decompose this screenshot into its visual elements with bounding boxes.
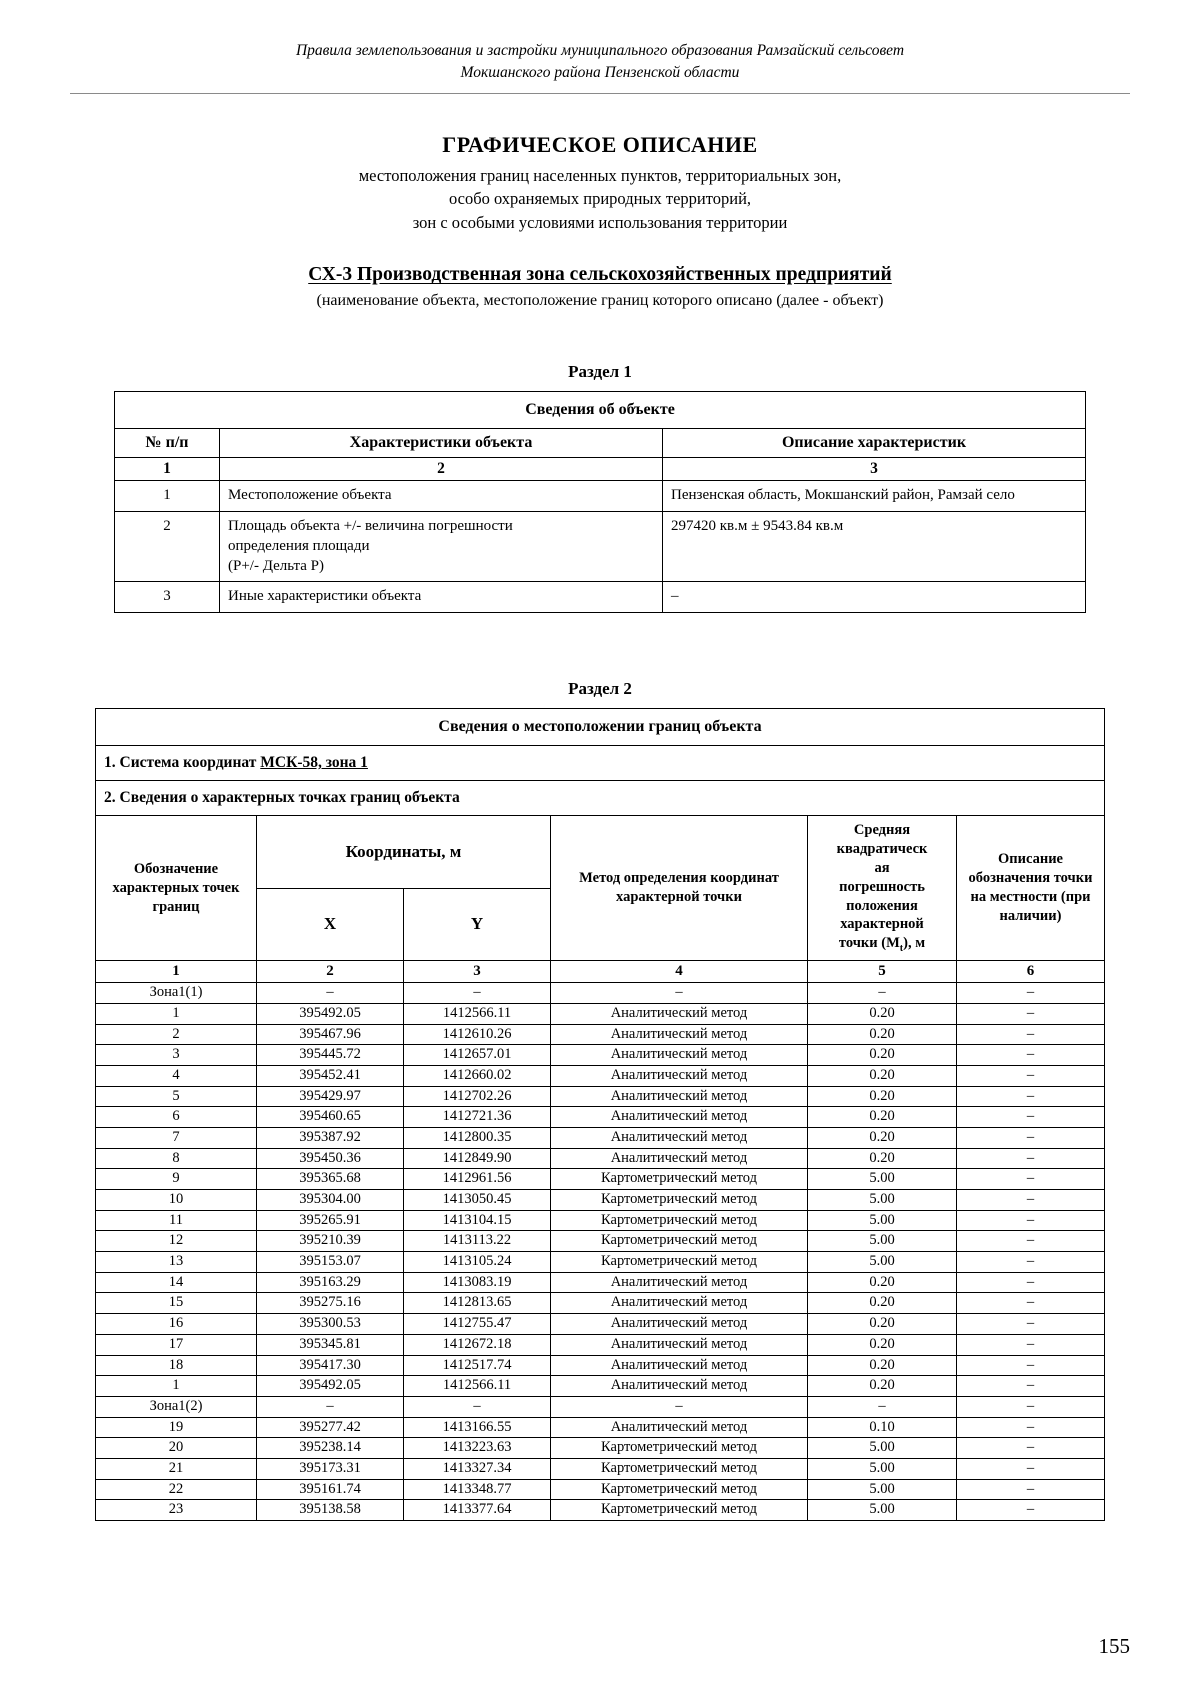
table-row — [96, 1024, 1105, 1045]
point-description: – — [957, 1458, 1105, 1479]
mean-square-error: – — [808, 983, 957, 1004]
coordinate-x: 395429.97 — [257, 1086, 404, 1107]
point-description: – — [957, 1252, 1105, 1273]
coordinate-x: 395277.42 — [257, 1417, 404, 1438]
coordinate-y: 1413050.45 — [404, 1190, 551, 1211]
point-description: – — [957, 1376, 1105, 1397]
determination-method: Аналитический метод — [551, 1127, 808, 1148]
table-row — [96, 1293, 1105, 1314]
points-subheading: 2. Сведения о характерных точках границ объекта — [96, 781, 1105, 816]
determination-method: Картометрический метод — [551, 1458, 808, 1479]
point-description: – — [957, 1045, 1105, 1066]
section-1-header-char: Характеристики объекта — [220, 429, 663, 458]
determination-method: Аналитический метод — [551, 1272, 808, 1293]
mean-square-error: 5.00 — [808, 1479, 957, 1500]
coordinate-x: 395445.72 — [257, 1045, 404, 1066]
coordinate-y: 1412657.01 — [404, 1045, 551, 1066]
coordinate-y: 1413348.77 — [404, 1479, 551, 1500]
point-designation: 12 — [96, 1231, 257, 1252]
point-description: – — [957, 1065, 1105, 1086]
coordinate-system — [96, 746, 1105, 781]
running-header-line-2: Мокшанского района Пензенской области — [460, 64, 740, 82]
coordinate-x: 395304.00 — [257, 1190, 404, 1211]
coordinate-x: 395173.31 — [257, 1458, 404, 1479]
table-row — [96, 1065, 1105, 1086]
table-row — [96, 1479, 1105, 1500]
determination-method: Аналитический метод — [551, 1417, 808, 1438]
determination-method: Картометрический метод — [551, 1500, 808, 1521]
coordinate-y: 1413377.64 — [404, 1500, 551, 1521]
coordinate-x: 395460.65 — [257, 1107, 404, 1128]
header-mean-square-error — [808, 816, 957, 961]
page-subtitle-line-3: зон с особыми условиями использования территории — [412, 212, 788, 232]
point-description: – — [957, 1334, 1105, 1355]
row-characteristic-line-3: (Р+/- Дельта Р) — [228, 557, 325, 574]
determination-method: Аналитический метод — [551, 1334, 808, 1355]
point-designation: 10 — [96, 1190, 257, 1211]
section-2-colnum-6: 6 — [957, 961, 1105, 983]
mean-square-error: 0.20 — [808, 1003, 957, 1024]
mean-square-error: 5.00 — [808, 1231, 957, 1252]
coordinate-x: 395365.68 — [257, 1169, 404, 1190]
determination-method: Картометрический метод — [551, 1479, 808, 1500]
header-error-line-4: погрешность — [839, 878, 925, 895]
section-1-title: Раздел 1 — [568, 362, 632, 382]
determination-method: Аналитический метод — [551, 1314, 808, 1335]
determination-method: Аналитический метод — [551, 1148, 808, 1169]
section-2-table — [95, 708, 1105, 1521]
table-banner-row — [115, 392, 1086, 429]
point-description: – — [957, 1148, 1105, 1169]
point-description: – — [957, 1210, 1105, 1231]
page-subtitle-line-1: местоположения границ населенных пунктов, территориальных зон, — [358, 165, 842, 185]
point-designation: 21 — [96, 1458, 257, 1479]
determination-method: Аналитический метод — [551, 1086, 808, 1107]
row-description: 297420 кв.м ± 9543.84 кв.м — [663, 512, 1086, 582]
section-1-colnum-3: 3 — [663, 458, 1086, 481]
point-description: – — [957, 1314, 1105, 1335]
point-designation: 11 — [96, 1210, 257, 1231]
point-description: – — [957, 1293, 1105, 1314]
running-header-line-1: Правила землепользования и застройки муниципального образования Рамзайский сельсовет — [295, 42, 905, 59]
determination-method: Аналитический метод — [551, 1293, 808, 1314]
point-designation: 14 — [96, 1272, 257, 1293]
table-row — [96, 1107, 1105, 1128]
point-designation: 3 — [96, 1045, 257, 1066]
section-2-banner: Сведения о местоположении границ объекта — [96, 709, 1105, 746]
coordinate-x: 395163.29 — [257, 1272, 404, 1293]
coordinate-y: 1413104.15 — [404, 1210, 551, 1231]
coordinate-y: 1412660.02 — [404, 1065, 551, 1086]
header-error-line-2: квадратическ — [836, 841, 928, 858]
header-error-line-7: точки (М — [838, 935, 900, 952]
determination-method: Аналитический метод — [551, 1107, 808, 1128]
point-description: – — [957, 1024, 1105, 1045]
point-designation: 17 — [96, 1334, 257, 1355]
determination-method: – — [551, 1396, 808, 1417]
coordinate-x: 395275.16 — [257, 1293, 404, 1314]
coordinate-x: 395467.96 — [257, 1024, 404, 1045]
point-designation: 1 — [96, 1003, 257, 1024]
row-description: Пензенская область, Мокшанский район, Рамзай село — [663, 481, 1086, 512]
mean-square-error: 0.20 — [808, 1024, 957, 1045]
table-row — [96, 1231, 1105, 1252]
coordinate-y: – — [404, 1396, 551, 1417]
header-error-line-6: характерной — [840, 916, 924, 933]
table-row — [96, 1210, 1105, 1231]
point-designation: 9 — [96, 1169, 257, 1190]
row-description: – — [663, 582, 1086, 613]
coordinate-x: 395387.92 — [257, 1127, 404, 1148]
coordinate-y: 1413083.19 — [404, 1272, 551, 1293]
coordinate-x: 395345.81 — [257, 1334, 404, 1355]
point-designation: 23 — [96, 1500, 257, 1521]
section-1-colnum-2: 2 — [220, 458, 663, 481]
mean-square-error: 0.20 — [808, 1334, 957, 1355]
mean-square-error: 5.00 — [808, 1169, 957, 1190]
coordinate-y: 1412961.56 — [404, 1169, 551, 1190]
point-description: – — [957, 1417, 1105, 1438]
coordinate-y: 1412672.18 — [404, 1334, 551, 1355]
section-2-colnum-1: 1 — [96, 961, 257, 983]
coordinate-x: 395138.58 — [257, 1500, 404, 1521]
coordinate-y: 1412800.35 — [404, 1127, 551, 1148]
header-method: Метод определения координат характерной точки — [551, 816, 808, 961]
mean-square-error: – — [808, 1396, 957, 1417]
point-designation: 1 — [96, 1376, 257, 1397]
point-description: – — [957, 1003, 1105, 1024]
section-2-colnum-4: 4 — [551, 961, 808, 983]
mean-square-error: 5.00 — [808, 1458, 957, 1479]
point-description: – — [957, 1127, 1105, 1148]
section-2-colnum-5: 5 — [808, 961, 957, 983]
row-characteristic: Местоположение объекта — [220, 481, 663, 512]
determination-method: Аналитический метод — [551, 1045, 808, 1066]
coordinate-x: 395417.30 — [257, 1355, 404, 1376]
header-x: X — [257, 888, 404, 960]
row-characteristic — [220, 512, 663, 582]
mean-square-error: 0.20 — [808, 1293, 957, 1314]
table-row — [96, 1272, 1105, 1293]
row-num: 3 — [115, 582, 220, 613]
coordinate-y: 1413223.63 — [404, 1438, 551, 1459]
point-designation: 18 — [96, 1355, 257, 1376]
mean-square-error: 0.20 — [808, 1272, 957, 1293]
header-coordinates-group: Координаты, м — [257, 816, 551, 888]
coordinate-y: 1413105.24 — [404, 1252, 551, 1273]
header-point-designation: Обозначение характерных точек границ — [96, 816, 257, 961]
coordinate-x: 395492.05 — [257, 1003, 404, 1024]
point-description: – — [957, 1231, 1105, 1252]
mean-square-error: 0.20 — [808, 1148, 957, 1169]
section-1-table — [114, 391, 1086, 613]
point-description: – — [957, 1107, 1105, 1128]
row-num: 1 — [115, 481, 220, 512]
coordinate-system-label: 1. Система координат — [104, 754, 261, 772]
point-description: – — [957, 1190, 1105, 1211]
mean-square-error: 0.20 — [808, 1065, 957, 1086]
point-designation: 16 — [96, 1314, 257, 1335]
point-description: – — [957, 1396, 1105, 1417]
table-row — [115, 481, 1086, 512]
determination-method: Картометрический метод — [551, 1438, 808, 1459]
header-error-line-3: ая — [874, 859, 890, 876]
coordinate-x: 395450.36 — [257, 1148, 404, 1169]
determination-method: Аналитический метод — [551, 1003, 808, 1024]
table-row — [96, 1458, 1105, 1479]
coordinate-x: 395210.39 — [257, 1231, 404, 1252]
page-title: ГРАФИЧЕСКОЕ ОПИСАНИЕ — [442, 131, 758, 157]
table-header-row-1 — [96, 816, 1105, 888]
mean-square-error: 5.00 — [808, 1190, 957, 1211]
table-row — [115, 512, 1086, 582]
point-designation: 6 — [96, 1107, 257, 1128]
table-colnum-row — [96, 961, 1105, 983]
determination-method: Аналитический метод — [551, 1065, 808, 1086]
coordinate-x: 395452.41 — [257, 1065, 404, 1086]
table-row — [96, 1438, 1105, 1459]
table-row — [96, 1045, 1105, 1066]
row-characteristic-line-2: определения площади — [228, 537, 370, 554]
mean-square-error: 0.20 — [808, 1086, 957, 1107]
table-row — [96, 1376, 1105, 1397]
table-row — [96, 1417, 1105, 1438]
table-row — [96, 1334, 1105, 1355]
coordinate-y: 1412721.36 — [404, 1107, 551, 1128]
section-2-colnum-3: 3 — [404, 961, 551, 983]
point-designation: 13 — [96, 1252, 257, 1273]
section-2-colnum-2: 2 — [257, 961, 404, 983]
coordinate-x: 395238.14 — [257, 1438, 404, 1459]
coordinate-x: 395265.91 — [257, 1210, 404, 1231]
table-row — [96, 1127, 1105, 1148]
mean-square-error: 0.20 — [808, 1045, 957, 1066]
page-number: 155 — [1098, 1634, 1130, 1658]
point-designation: 7 — [96, 1127, 257, 1148]
coordinate-y: 1412566.11 — [404, 1376, 551, 1397]
mean-square-error: 0.20 — [808, 1376, 957, 1397]
coordinate-y: 1412610.26 — [404, 1024, 551, 1045]
point-description: – — [957, 983, 1105, 1004]
table-row — [96, 1190, 1105, 1211]
determination-method: Аналитический метод — [551, 1024, 808, 1045]
point-designation: 20 — [96, 1438, 257, 1459]
points-subheading-row — [96, 781, 1105, 816]
object-name: СХ-3 Производственная зона сельскохозяйственных предприятий — [308, 264, 892, 286]
table-row — [96, 1355, 1105, 1376]
determination-method: – — [551, 983, 808, 1004]
section-1-banner: Сведения об объекте — [115, 392, 1086, 429]
mean-square-error: 0.20 — [808, 1355, 957, 1376]
table-banner-row — [96, 709, 1105, 746]
coordinate-y: 1413113.22 — [404, 1231, 551, 1252]
section-2-rows — [96, 983, 1105, 1521]
header-error-line-7-tail: ), м — [903, 935, 926, 952]
coordinate-y: 1413327.34 — [404, 1458, 551, 1479]
table-header-row — [115, 429, 1086, 458]
coordinate-system-value: МСК-58, зона 1 — [260, 754, 368, 772]
coordinate-y: 1413166.55 — [404, 1417, 551, 1438]
header-error-line-1: Средняя — [853, 822, 911, 839]
mean-square-error: 0.20 — [808, 1314, 957, 1335]
determination-method: Картометрический метод — [551, 1210, 808, 1231]
mean-square-error: 5.00 — [808, 1500, 957, 1521]
point-designation: 4 — [96, 1065, 257, 1086]
determination-method: Картометрический метод — [551, 1190, 808, 1211]
header-divider — [70, 93, 1130, 94]
mean-square-error: 5.00 — [808, 1210, 957, 1231]
object-name-note: (наименование объекта, местоположение границ которого описано (далее - объект) — [316, 292, 884, 310]
mean-square-error: 0.20 — [808, 1107, 957, 1128]
table-row — [96, 983, 1105, 1004]
point-designation: 22 — [96, 1479, 257, 1500]
point-designation: 5 — [96, 1086, 257, 1107]
point-description: – — [957, 1438, 1105, 1459]
coordinate-y: 1412517.74 — [404, 1355, 551, 1376]
table-row — [96, 1500, 1105, 1521]
coordinate-x: 395161.74 — [257, 1479, 404, 1500]
coordinate-x: – — [257, 983, 404, 1004]
point-designation: Зона1(2) — [96, 1396, 257, 1417]
header-y: Y — [404, 888, 551, 960]
row-num: 2 — [115, 512, 220, 582]
point-description: – — [957, 1500, 1105, 1521]
row-characteristic-line-1: Площадь объекта +/- величина погрешности — [228, 518, 513, 534]
coordinate-y: 1412849.90 — [404, 1148, 551, 1169]
coordinate-system-row — [96, 746, 1105, 781]
table-row — [96, 1252, 1105, 1273]
table-row — [96, 1169, 1105, 1190]
table-row — [96, 1086, 1105, 1107]
section-1-header-desc: Описание характеристик — [663, 429, 1086, 458]
point-description: – — [957, 1355, 1105, 1376]
coordinate-y: 1412755.47 — [404, 1314, 551, 1335]
determination-method: Картометрический метод — [551, 1252, 808, 1273]
determination-method: Картометрический метод — [551, 1231, 808, 1252]
point-description: – — [957, 1479, 1105, 1500]
mean-square-error: 5.00 — [808, 1252, 957, 1273]
coordinate-x: 395153.07 — [257, 1252, 404, 1273]
mean-square-error: 5.00 — [808, 1438, 957, 1459]
point-description: – — [957, 1272, 1105, 1293]
table-row — [96, 1314, 1105, 1335]
coordinate-x: 395300.53 — [257, 1314, 404, 1335]
header-error-subscript: t — [899, 943, 904, 955]
section-1-colnum-1: 1 — [115, 458, 220, 481]
determination-method: Аналитический метод — [551, 1355, 808, 1376]
coordinate-y: – — [404, 983, 551, 1004]
coordinate-y: 1412566.11 — [404, 1003, 551, 1024]
point-designation: 19 — [96, 1417, 257, 1438]
point-description: – — [957, 1086, 1105, 1107]
row-characteristic: Иные характеристики объекта — [220, 582, 663, 613]
point-designation: 8 — [96, 1148, 257, 1169]
coordinate-y: 1412702.26 — [404, 1086, 551, 1107]
coordinate-x: 395492.05 — [257, 1376, 404, 1397]
table-row — [96, 1148, 1105, 1169]
page-subtitle-line-2: особо охраняемых природных территорий, — [448, 189, 752, 209]
table-colnum-row — [115, 458, 1086, 481]
section-2-title: Раздел 2 — [568, 679, 632, 699]
point-description: – — [957, 1169, 1105, 1190]
coordinate-y: 1412813.65 — [404, 1293, 551, 1314]
mean-square-error: 0.10 — [808, 1417, 957, 1438]
table-row — [96, 1396, 1105, 1417]
table-row — [96, 1003, 1105, 1024]
table-row — [115, 582, 1086, 613]
determination-method: Картометрический метод — [551, 1169, 808, 1190]
page-subtitle — [70, 164, 1130, 234]
point-designation: Зона1(1) — [96, 983, 257, 1004]
mean-square-error: 0.20 — [808, 1127, 957, 1148]
header-point-description: Описание обозначения точки на местности (при наличии) — [957, 816, 1105, 961]
determination-method: Аналитический метод — [551, 1376, 808, 1397]
point-designation: 15 — [96, 1293, 257, 1314]
header-error-line-5: положения — [846, 897, 918, 914]
section-1-header-num: № п/п — [115, 429, 220, 458]
point-designation: 2 — [96, 1024, 257, 1045]
coordinate-x: – — [257, 1396, 404, 1417]
running-header — [70, 40, 1130, 85]
